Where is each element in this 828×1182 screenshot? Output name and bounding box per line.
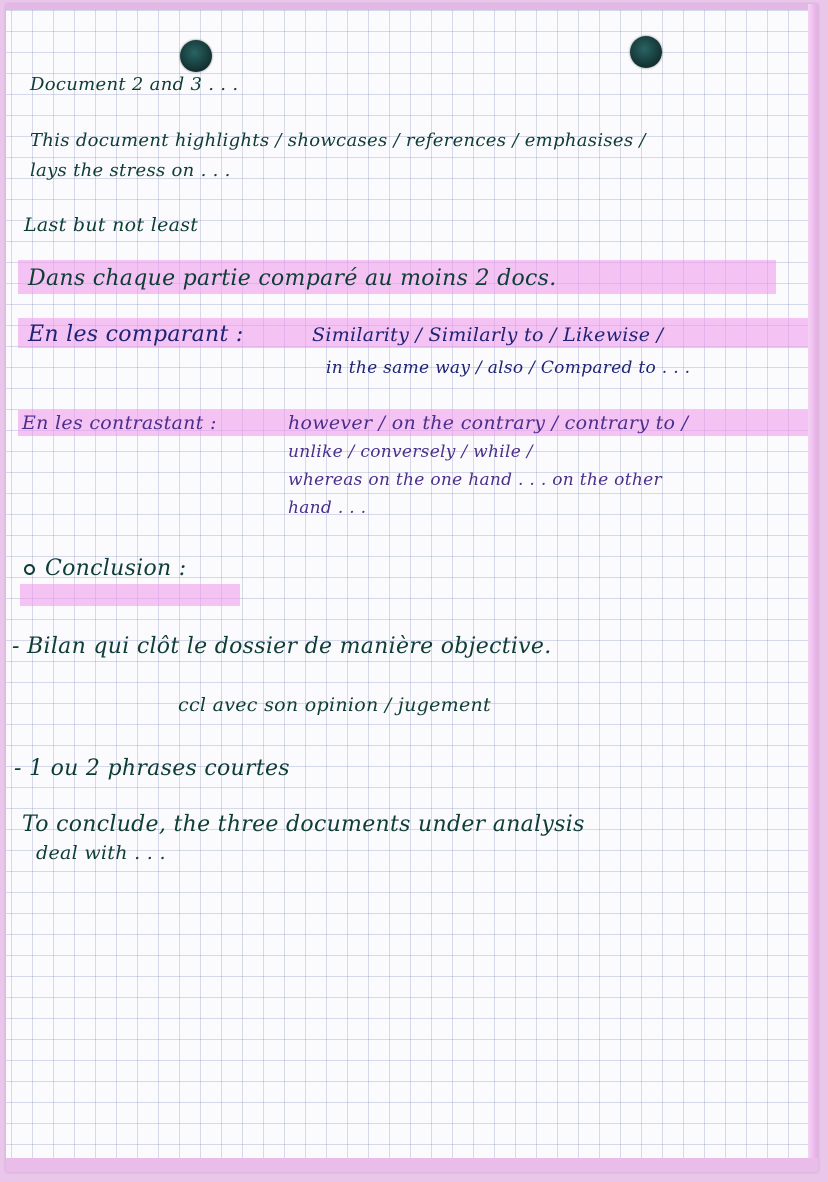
- page-bottom-edge: [6, 1158, 818, 1172]
- note-line-unlike-list: unlike / conversely / while /: [288, 442, 533, 462]
- note-line-highlights: This document highlights / showcases / references / emphasises /: [30, 130, 646, 151]
- punch-hole-right: [630, 36, 662, 68]
- note-line-bilan: - Bilan qui clôt le dossier de manière objective.: [12, 634, 552, 659]
- punch-hole-left: [180, 40, 212, 72]
- note-line-last-but-not-least: Last but not least: [24, 214, 199, 236]
- note-line-to-conclude: To conclude, the three documents under analysis: [22, 812, 585, 837]
- note-line-however-list: however / on the contrary / contrary to /: [288, 412, 689, 434]
- note-line-similarity-list: Similarity / Similarly to / Likewise /: [312, 324, 664, 346]
- note-line-whereas: whereas on the one hand . . . on the other: [288, 470, 662, 490]
- note-label-en-les-comparant: En les comparant :: [28, 322, 244, 347]
- highlight-strip-conclusion: [20, 584, 240, 606]
- notebook-page: [6, 4, 818, 1172]
- note-line-in-the-same-way: in the same way / also / Compared to . . .: [326, 358, 691, 378]
- note-line-phrases-courtes: - 1 ou 2 phrases courtes: [14, 756, 290, 781]
- page-top-edge: [6, 4, 818, 10]
- note-line-dans-chaque-partie: Dans chaque partie comparé au moins 2 docs.: [28, 266, 557, 291]
- page-right-margin: [808, 4, 818, 1172]
- conclusion-heading-text: Conclusion :: [45, 556, 187, 581]
- note-label-en-les-contrastant: En les contrastant :: [22, 412, 217, 434]
- note-line-ccl-opinion: ccl avec son opinion / jugement: [178, 694, 491, 716]
- note-line-lays-stress: lays the stress on . . .: [30, 160, 231, 181]
- note-heading-conclusion: [24, 556, 187, 581]
- bullet-circle-icon: [24, 564, 35, 575]
- note-line-hand: hand . . .: [288, 498, 367, 518]
- note-line-document-2-and-3: Document 2 and 3 . . .: [30, 74, 239, 95]
- note-line-deal-with: deal with . . .: [36, 842, 166, 864]
